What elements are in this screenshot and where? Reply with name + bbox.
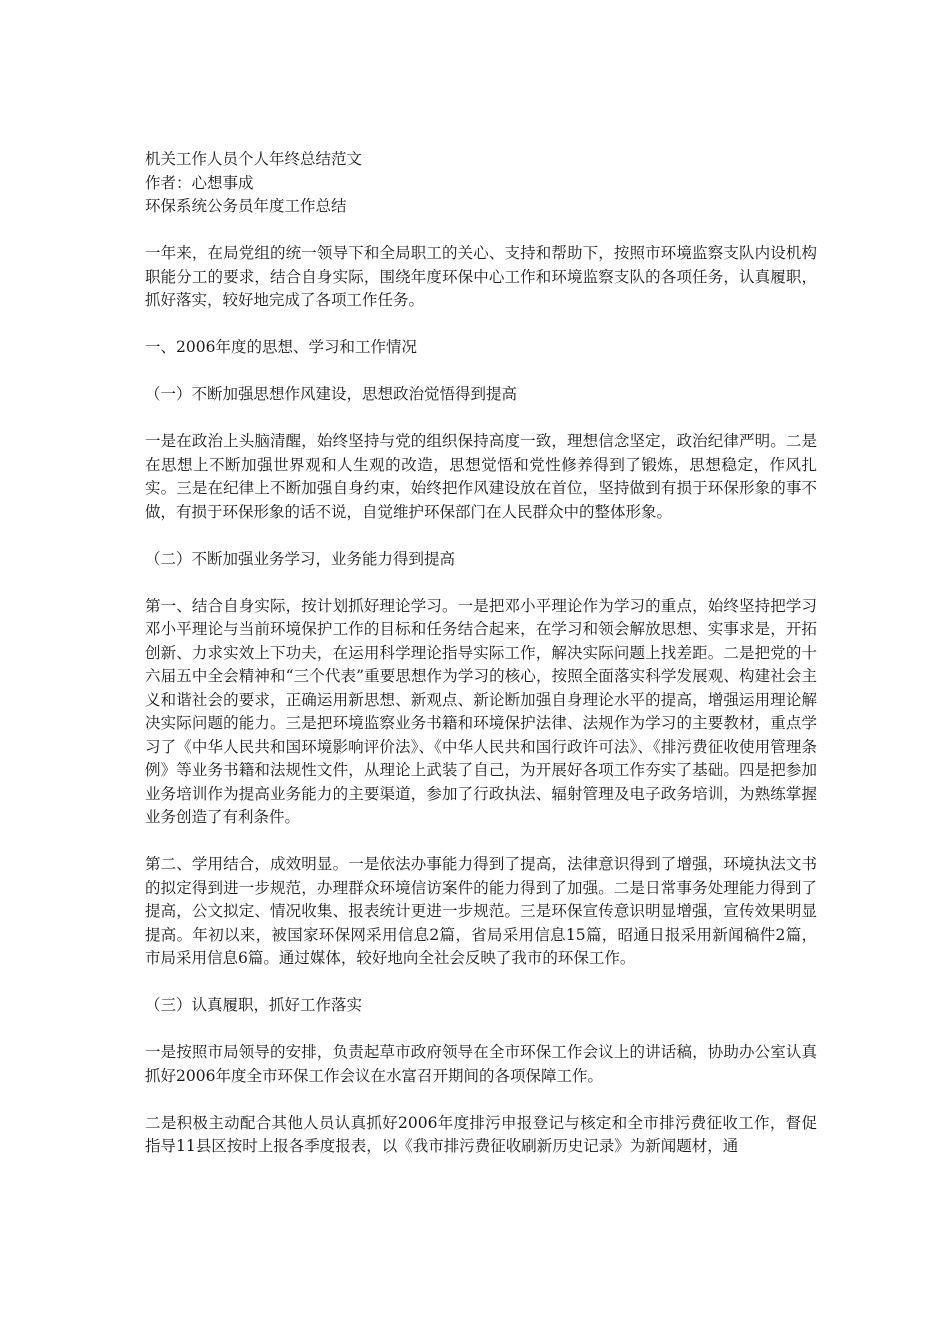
subsection-heading-2: （二）不断加强业务学习，业务能力得到提高 xyxy=(145,549,456,568)
section-heading-1: 一、2006年度的思想、学习和工作情况 xyxy=(145,338,417,356)
subsection-3-paragraph-1: 一是按照市局领导的安排，负责起草市政府领导在全市环保工作会议上的讲话稿，协助办公室认真抓好2006年度全市环保工作会议在水富召开期间的各项保障工作。 xyxy=(145,1043,817,1085)
subsection-1-paragraph: 一是在政治上头脑清醒，始终坚持与党的组织保持高度一致，理想信念坚定，政治纪律严明。二是在思想上不断加强世界观和人生观的改造，思想觉悟和党性修养得到了锻炼，思想稳定，作风扎实。三是在纪律上不断加强自身约束，始终把作风建设放在首位，坚持做到有损于环保形象的事不做，有损于环保形象的话不说，自觉维护环保部门在人民群众中的整体形象。 xyxy=(145,432,817,521)
subsection-2-paragraph-1: 第一、结合自身实际，按计划抓好理论学习。一是把邓小平理论作为学习的重点，始终坚持把学习邓小平理论与当前环境保护工作的目标和任务结合起来，在学习和领会解放思想、实事求是，开拓创新、力求实效上下功夫，在运用科学理论指导实际工作，解决实际问题上找差距。二是把党的十六届五中全会精神和“三个代表”重要思想作为学习的核心，按照全面落实科学发展观、构建社会主义和谐社会的要求，正确运用新思想、新观点、新论断加强自身理论水平的提高，增强运用理论解决实际问题的能力。三是把环境监察业务书籍和环境保护法律、法规作为学习的主要教材，重点学习了《中华人民共和国环境影响评价法》、《中华人民共和国行政许可法》、《排污费征收使用管理条例》等业务书籍和法规性文件，从理论上武装了自己，为开展好各项工作夯实了基础。四是把参加业务培训作为提高业务能力的主要渠道，参加了行政执法、辐射管理及电子政务培训，为熟练掌握业务创造了有利条件。 xyxy=(145,596,817,826)
intro-paragraph: 一年来，在局党组的统一领导下和全局职工的关心、支持和帮助下，按照市环境监察支队内设机构职能分工的要求，结合自身实际，围绕年度环保中心工作和环境监察支队的各项任务，认真履职，抓好落实，较好地完成了各项工作任务。 xyxy=(145,244,817,309)
subsection-3-paragraph-2: 二是积极主动配合其他人员认真抓好2006年度排污申报登记与核定和全市排污费征收工作，督促指导11县区按时上报各季度报表，以《我市排污费征收刷新历史记录》为新闻题材，通 xyxy=(145,1113,817,1155)
subsection-heading-1: （一）不断加强思想作风建设，思想政治觉悟得到提高 xyxy=(145,385,518,403)
document-author: 作者：心想事成 xyxy=(145,173,254,192)
document-title: 机关工作人员个人年终总结范文 xyxy=(145,150,363,168)
document-subtitle: 环保系统公务员年度工作总结 xyxy=(145,197,347,215)
subsection-heading-3: （三）认真履职，抓好工作落实 xyxy=(145,996,363,1014)
document-page xyxy=(145,148,817,1159)
subsection-2-paragraph-2: 第二、学用结合，成效明显。一是依法办事能力得到了提高，法律意识得到了增强，环境执法文书的拟定得到进一步规范，办理群众环境信访案件的能力得到了加强。二是日常事务处理能力得到了提高，公文拟定、情况收集、报表统计更进一步规范。三是环保宣传意识明显增强，宣传效果明显提高。年初以来，被国家环保网采用信息2篇，省局采用信息15篇，昭通日报采用新闻稿件2篇，市局采用信息6篇。通过媒体，较好地向全社会反映了我市的环保工作。 xyxy=(145,855,817,967)
